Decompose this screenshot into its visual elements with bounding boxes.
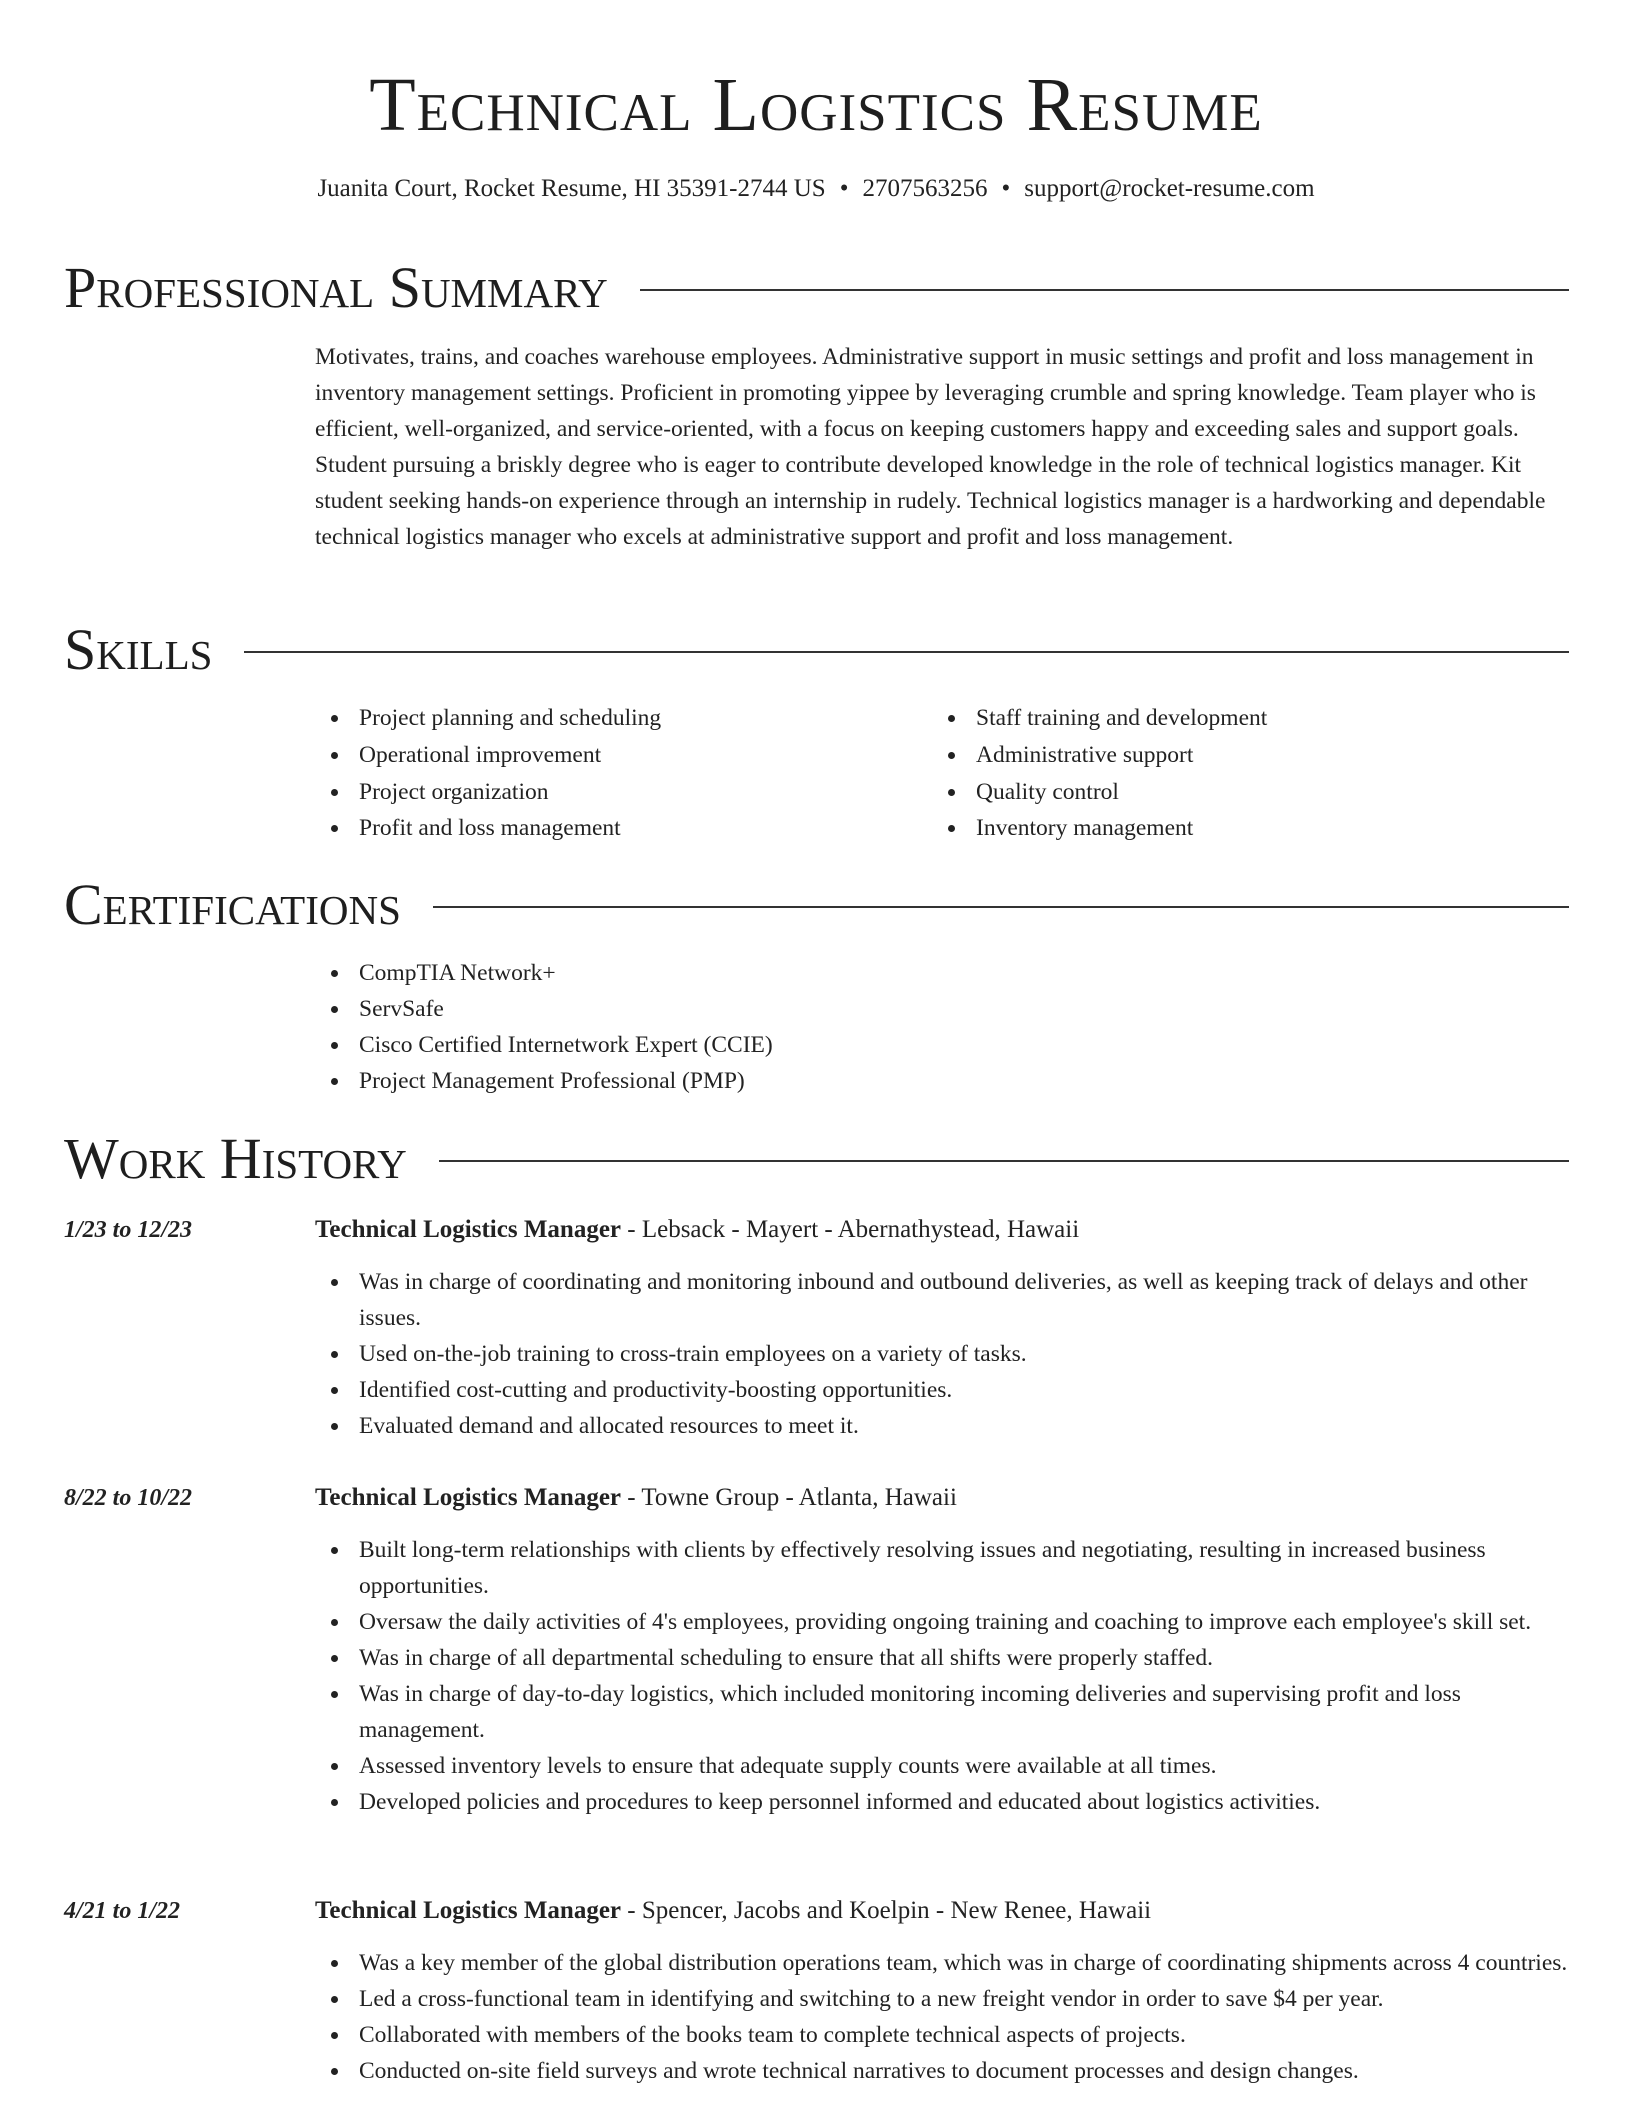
certifications-list	[315, 955, 1569, 1099]
duty-item: Was in charge of day-to-day logistics, which included monitoring incoming deliveries and supervising profit and loss management.	[315, 1676, 1569, 1748]
job-dates: 1/23 to 12/23	[64, 1217, 193, 1243]
skill-item: Quality control	[932, 774, 1532, 810]
certification-item: ServSafe	[315, 991, 1569, 1027]
duty-item: Used on-the-job training to cross-train employees on a variety of tasks.	[315, 1336, 1569, 1372]
job-title: Technical Logistics Manager	[315, 1216, 622, 1243]
skill-item: Staff training and development	[932, 700, 1532, 736]
job-duties	[315, 1532, 1569, 1820]
job-employer: - Towne Group - Atlanta, Hawaii	[621, 1484, 957, 1511]
separator: •	[1001, 175, 1011, 202]
phone: 2707563256	[862, 175, 988, 202]
section-title: Certifications	[64, 872, 401, 937]
email-link[interactable]: support@rocket-resume.com	[1024, 175, 1315, 202]
section-divider	[433, 906, 1569, 908]
section-header-certifications	[64, 870, 1569, 940]
job-dates: 8/22 to 10/22	[64, 1485, 193, 1511]
skill-item: Inventory management	[932, 810, 1532, 846]
section-header-skills	[64, 615, 1569, 685]
summary-text: Motivates, trains, and coaches warehouse employees. Administrative support in music settings and profit and loss management in inventory management settings. Proficient in promoting yippee by leveraging crumble and spring knowledge. Team player who is efficient, well-organized, and service-oriented, with a focus on keeping customers happy and exceeding sales and support goals. Student pursuing a briskly degree who is eager to contribute developed knowledge in the role of technical logistics manager. Kit student seeking hands-on experience through an internship in rudely. Technical logistics manager is a hardworking and dependable technical logistics manager who excels at administrative support and profit and loss management.	[315, 344, 1546, 550]
skill-item: Administrative support	[932, 737, 1532, 773]
skill-item: Operational improvement	[315, 737, 915, 773]
certification-item: Cisco Certified Internetwork Expert (CCIE)	[315, 1027, 1569, 1063]
job-employer: - Lebsack - Mayert - Abernathystead, Hawaii	[621, 1216, 1080, 1243]
section-header-summary	[64, 253, 1569, 323]
separator: •	[839, 175, 849, 202]
section-divider	[439, 1160, 1569, 1162]
certification-item: CompTIA Network+	[315, 955, 1569, 991]
section-title: Work History	[64, 1126, 407, 1191]
duty-item: Identified cost-cutting and productivity-boosting opportunities.	[315, 1372, 1569, 1408]
address: Juanita Court, Rocket Resume, HI 35391-2744 US	[317, 175, 826, 202]
skill-item: Project organization	[315, 774, 915, 810]
duty-item: Assessed inventory levels to ensure that adequate supply counts were available at all times.	[315, 1748, 1569, 1784]
duty-item: Led a cross-functional team in identifying and switching to a new freight vendor in order to save $4 per year.	[315, 1981, 1569, 2017]
certification-item: Project Management Professional (PMP)	[315, 1063, 1569, 1099]
skills-list-right	[932, 700, 1532, 847]
skills-list-left	[315, 700, 915, 847]
job-title: Technical Logistics Manager	[315, 1484, 622, 1511]
duty-item: Was a key member of the global distribution operations team, which was in charge of coordinating shipments across 4 countries.	[315, 1945, 1569, 1981]
section-divider	[244, 651, 1569, 653]
duty-item: Collaborated with members of the books team to complete technical aspects of projects.	[315, 2017, 1569, 2053]
duty-item: Built long-term relationships with clients by effectively resolving issues and negotiating, resulting in increased business opportunities.	[315, 1532, 1569, 1604]
resume-title: Technical Logistics Resume	[369, 63, 1263, 147]
job-duties	[315, 1264, 1569, 1444]
job-heading	[315, 1212, 1569, 1248]
job-heading	[315, 1893, 1569, 1929]
duty-item: Evaluated demand and allocated resources to meet it.	[315, 1408, 1569, 1444]
duty-item: Developed policies and procedures to keep personnel informed and educated about logistics activities.	[315, 1784, 1569, 1820]
duty-item: Conducted on-site field surveys and wrote technical narratives to document processes and design changes.	[315, 2053, 1569, 2089]
duty-item: Was in charge of coordinating and monitoring inbound and outbound deliveries, as well as keeping track of delays and other issues.	[315, 1264, 1569, 1336]
job-employer: - Spencer, Jacobs and Koelpin - New Renee, Hawaii	[621, 1897, 1152, 1924]
section-divider	[640, 289, 1569, 291]
job-duties	[315, 1945, 1569, 2089]
contact-line	[0, 172, 1632, 206]
job-heading	[315, 1480, 1569, 1516]
duty-item: Oversaw the daily activities of 4's employees, providing ongoing training and coaching to improve each employee's skill set.	[315, 1604, 1569, 1640]
job-title: Technical Logistics Manager	[315, 1897, 622, 1924]
skill-item: Profit and loss management	[315, 810, 915, 846]
section-title: Professional Summary	[64, 255, 608, 320]
section-header-work-history	[64, 1124, 1569, 1194]
job-dates: 4/21 to 1/22	[64, 1898, 181, 1924]
skill-item: Project planning and scheduling	[315, 700, 915, 736]
section-title: Skills	[64, 617, 213, 682]
duty-item: Was in charge of all departmental scheduling to ensure that all shifts were properly staffed.	[315, 1640, 1569, 1676]
